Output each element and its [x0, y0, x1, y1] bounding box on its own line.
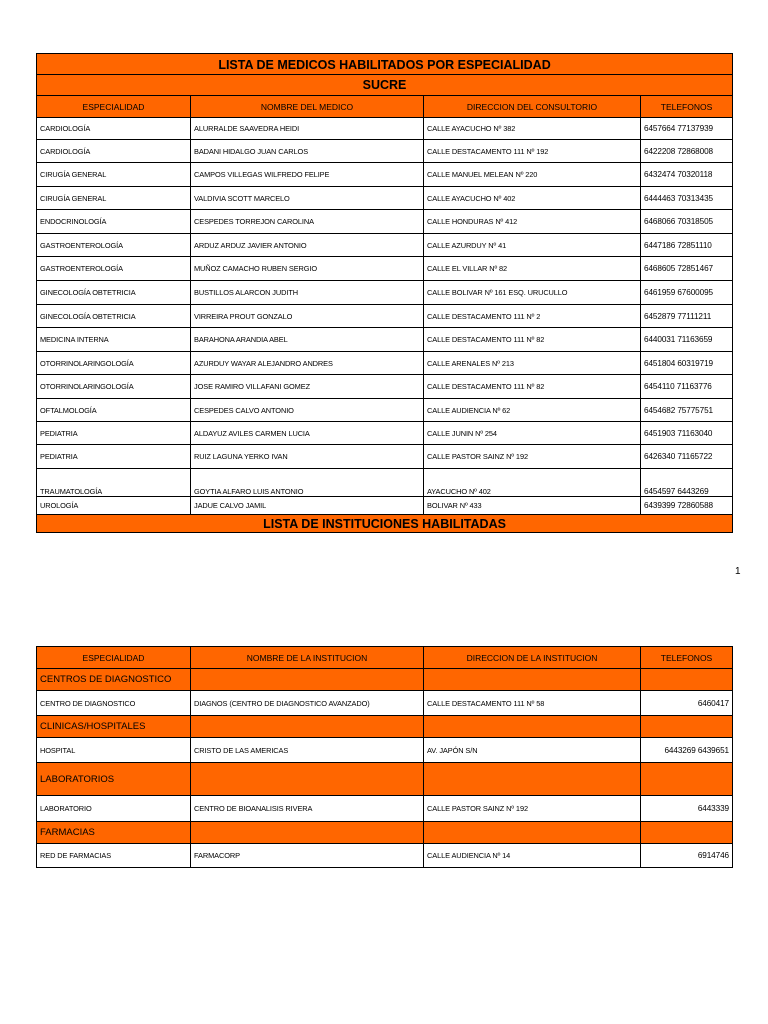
- header-direccion: DIRECCION DEL CONSULTORIO: [424, 96, 641, 118]
- table-row: [37, 422, 733, 445]
- cell-especialidad: GINECOLOGÍA OBTETRICIA: [37, 281, 191, 305]
- table-row: [37, 118, 733, 140]
- cell-institucion: FARMACORP: [191, 844, 424, 868]
- cell-telefonos: 6914746: [641, 844, 733, 868]
- cell-nombre: CESPEDES CALVO ANTONIO: [191, 399, 424, 422]
- medicos-rows: [37, 118, 733, 515]
- header-telefonos: TELEFONOS: [641, 96, 733, 118]
- cell-especialidad: GASTROENTEROLOGÍA: [37, 234, 191, 257]
- cell-especialidad: CARDIOLOGÍA: [37, 118, 191, 140]
- cell-telefonos: 6454597 6443269: [641, 469, 733, 497]
- cell-telefonos: 6432474 70320118: [641, 163, 733, 187]
- cell-direccion: BOLIVAR Nº 433: [424, 497, 641, 515]
- cell-direccion: CALLE EL VILLAR Nº 82: [424, 257, 641, 281]
- table-row: [37, 738, 733, 763]
- cell-telefonos: 6451903 71163040: [641, 422, 733, 445]
- cell-especialidad: GASTROENTEROLOGÍA: [37, 257, 191, 281]
- cell-nombre: BADANI HIDALGO JUAN CARLOS: [191, 140, 424, 163]
- cell-especialidad: CARDIOLOGÍA: [37, 140, 191, 163]
- category-empty-cell: [424, 716, 641, 738]
- cell-nombre: ARDUZ ARDUZ JAVIER ANTONIO: [191, 234, 424, 257]
- cell-telefonos: 6468605 72851467: [641, 257, 733, 281]
- category-empty-cell: [641, 822, 733, 844]
- cell-telefonos: 6461959 67600095: [641, 281, 733, 305]
- cell-institucion: CRISTO DE LAS AMERICAS: [191, 738, 424, 763]
- cell-especialidad: RED DE FARMACIAS: [37, 844, 191, 868]
- cell-direccion: CALLE AYACUCHO Nº 382: [424, 118, 641, 140]
- cell-institucion: CENTRO DE BIOANALISIS RIVERA: [191, 796, 424, 822]
- cell-direccion: CALLE JUNIN Nº 254: [424, 422, 641, 445]
- table-row: [37, 469, 733, 497]
- cell-telefonos: 6440031 71163659: [641, 328, 733, 352]
- table-row: [37, 187, 733, 210]
- cell-especialidad: OTORRINOLARINGOLOGÍA: [37, 375, 191, 399]
- category-label: CENTROS DE DIAGNOSTICO: [37, 669, 191, 691]
- cell-especialidad: ENDOCRINOLOGÍA: [37, 210, 191, 234]
- table-row: [37, 210, 733, 234]
- cell-direccion: AV. JAPÓN S/N: [424, 738, 641, 763]
- table-row: [37, 140, 733, 163]
- cell-nombre: AZURDUY WAYAR ALEJANDRO ANDRES: [191, 352, 424, 375]
- table-row: [37, 234, 733, 257]
- cell-direccion: CALLE PASTOR SAINZ Nº 192: [424, 445, 641, 469]
- cell-especialidad: HOSPITAL: [37, 738, 191, 763]
- cell-nombre: VALDIVIA SCOTT MARCELO: [191, 187, 424, 210]
- table-row: [37, 305, 733, 328]
- page-number: 1: [735, 566, 741, 577]
- table-row: [37, 375, 733, 399]
- cell-nombre: JOSE RAMIRO VILLAFANI GOMEZ: [191, 375, 424, 399]
- cell-nombre: RUIZ LAGUNA YERKO IVAN: [191, 445, 424, 469]
- cell-direccion: CALLE AUDIENCIA Nº 14: [424, 844, 641, 868]
- category-row: [37, 763, 733, 796]
- cell-telefonos: 6443269 6439651: [641, 738, 733, 763]
- cell-telefonos: 6439399 72860588: [641, 497, 733, 515]
- cell-institucion: DIAGNOS (CENTRO DE DIAGNOSTICO AVANZADO): [191, 691, 424, 716]
- table-row: [37, 691, 733, 716]
- category-empty-cell: [191, 716, 424, 738]
- category-empty-cell: [641, 669, 733, 691]
- category-row: [37, 669, 733, 691]
- table-row: [37, 328, 733, 352]
- cell-nombre: BUSTILLOS ALARCON JUDITH: [191, 281, 424, 305]
- cell-especialidad: CIRUGÍA GENERAL: [37, 187, 191, 210]
- table-row: [37, 257, 733, 281]
- cell-direccion: CALLE DESTACAMENTO 111 Nº 192: [424, 140, 641, 163]
- instituciones-rows: [37, 669, 733, 868]
- category-label: CLINICAS/HOSPITALES: [37, 716, 191, 738]
- cell-nombre: ALURRALDE SAAVEDRA HEIDI: [191, 118, 424, 140]
- cell-especialidad: OTORRINOLARINGOLOGÍA: [37, 352, 191, 375]
- cell-nombre: GOYTIA ALFARO LUIS ANTONIO: [191, 469, 424, 497]
- cell-direccion: CALLE AYACUCHO Nº 402: [424, 187, 641, 210]
- cell-especialidad: PEDIATRIA: [37, 422, 191, 445]
- category-empty-cell: [424, 822, 641, 844]
- cell-telefonos: 6443339: [641, 796, 733, 822]
- cell-telefonos: 6454682 75775751: [641, 399, 733, 422]
- cell-telefonos: 6454110 71163776: [641, 375, 733, 399]
- cell-especialidad: PEDIATRIA: [37, 445, 191, 469]
- category-label: FARMACIAS: [37, 822, 191, 844]
- header-especialidad: ESPECIALIDAD: [37, 96, 191, 118]
- header-especialidad: ESPECIALIDAD: [37, 647, 191, 669]
- category-empty-cell: [191, 763, 424, 796]
- cell-direccion: CALLE AUDIENCIA Nº 62: [424, 399, 641, 422]
- cell-telefonos: 6444463 70313435: [641, 187, 733, 210]
- header-nombre: NOMBRE DEL MEDICO: [191, 96, 424, 118]
- cell-direccion: CALLE BOLIVAR Nº 161 ESQ. URUCULLO: [424, 281, 641, 305]
- cell-telefonos: 6452879 77111211: [641, 305, 733, 328]
- category-label: LABORATORIOS: [37, 763, 191, 796]
- category-empty-cell: [424, 763, 641, 796]
- cell-direccion: CALLE ARENALES Nº 213: [424, 352, 641, 375]
- category-empty-cell: [191, 669, 424, 691]
- cell-direccion: CALLE MANUEL MELEAN Nº 220: [424, 163, 641, 187]
- category-row: [37, 716, 733, 738]
- cell-telefonos: 6460417: [641, 691, 733, 716]
- cell-telefonos: 6457664 77137939: [641, 118, 733, 140]
- table-subtitle: SUCRE: [37, 75, 733, 96]
- cell-telefonos: 6468066 70318505: [641, 210, 733, 234]
- table-row: [37, 163, 733, 187]
- cell-especialidad: CIRUGÍA GENERAL: [37, 163, 191, 187]
- table-row: [37, 796, 733, 822]
- instituciones-title: LISTA DE INSTITUCIONES HABILITADAS: [37, 515, 733, 533]
- cell-direccion: CALLE AZURDUY Nº 41: [424, 234, 641, 257]
- cell-especialidad: UROLOGÍA: [37, 497, 191, 515]
- cell-direccion: CALLE DESTACAMENTO 111 Nº 58: [424, 691, 641, 716]
- cell-telefonos: 6422208 72868008: [641, 140, 733, 163]
- cell-nombre: CAMPOS VILLEGAS WILFREDO FELIPE: [191, 163, 424, 187]
- cell-direccion: CALLE DESTACAMENTO 111 Nº 82: [424, 328, 641, 352]
- category-empty-cell: [424, 669, 641, 691]
- cell-direccion: CALLE DESTACAMENTO 111 Nº 82: [424, 375, 641, 399]
- category-empty-cell: [641, 763, 733, 796]
- category-empty-cell: [641, 716, 733, 738]
- table-row: [37, 445, 733, 469]
- table-row: [37, 844, 733, 868]
- cell-nombre: BARAHONA ARANDIA ABEL: [191, 328, 424, 352]
- cell-nombre: ALDAYUZ AVILES CARMEN LUCIA: [191, 422, 424, 445]
- cell-direccion: CALLE PASTOR SAINZ Nº 192: [424, 796, 641, 822]
- category-empty-cell: [191, 822, 424, 844]
- cell-direccion: CALLE DESTACAMENTO 111 Nº 2: [424, 305, 641, 328]
- cell-especialidad: CENTRO DE DIAGNOSTICO: [37, 691, 191, 716]
- header-nombre-institucion: NOMBRE DE LA INSTITUCION: [191, 647, 424, 669]
- cell-telefonos: 6451804 60319719: [641, 352, 733, 375]
- medicos-table: [36, 53, 733, 533]
- header-telefonos: TELEFONOS: [641, 647, 733, 669]
- table-row: [37, 281, 733, 305]
- header-direccion-institucion: DIRECCION DE LA INSTITUCION: [424, 647, 641, 669]
- table-row: [37, 399, 733, 422]
- category-row: [37, 822, 733, 844]
- cell-direccion: AYACUCHO Nº 402: [424, 469, 641, 497]
- table-row: [37, 352, 733, 375]
- cell-especialidad: OFTALMOLOGÍA: [37, 399, 191, 422]
- cell-nombre: MUÑOZ CAMACHO RUBEN SERGIO: [191, 257, 424, 281]
- cell-telefonos: 6447186 72851110: [641, 234, 733, 257]
- cell-nombre: CESPEDES TORREJON CAROLINA: [191, 210, 424, 234]
- cell-direccion: CALLE HONDURAS Nº 412: [424, 210, 641, 234]
- cell-especialidad: TRAUMATOLOGÍA: [37, 469, 191, 497]
- cell-especialidad: LABORATORIO: [37, 796, 191, 822]
- cell-telefonos: 6426340 71165722: [641, 445, 733, 469]
- cell-nombre: VIRREIRA PROUT GONZALO: [191, 305, 424, 328]
- table-title: LISTA DE MEDICOS HABILITADOS POR ESPECIALIDAD: [37, 54, 733, 75]
- cell-especialidad: MEDICINA INTERNA: [37, 328, 191, 352]
- cell-especialidad: GINECOLOGÍA OBTETRICIA: [37, 305, 191, 328]
- cell-nombre: JADUE CALVO JAMIL: [191, 497, 424, 515]
- instituciones-table: [36, 646, 733, 868]
- table-row: [37, 497, 733, 515]
